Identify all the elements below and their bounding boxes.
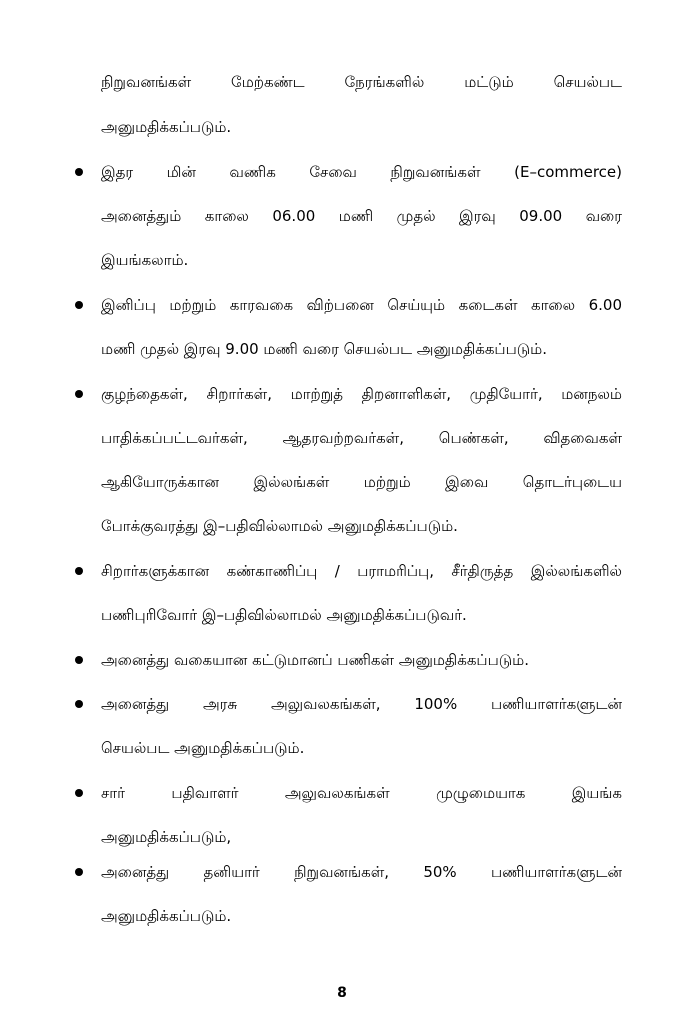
bullet-line: செயல்பட அனுமதிக்கப்படும். — [101, 739, 305, 757]
bullet-icon — [75, 656, 83, 664]
paragraph-line: நிறுவனங்கள் மேற்கண்ட நேரங்களில் மட்டும் செயல்பட — [101, 73, 622, 91]
bullet-line: அனுமதிக்கப்படும். — [101, 907, 232, 925]
bullet-line: பணிபுரிவோர் இ–பதிவில்லாமல் அனுமதிக்கப்படுவர். — [101, 606, 467, 624]
bullet-line: அனைத்து வகையான கட்டுமானப் பணிகள் அனுமதிக்கப்படும். — [101, 651, 529, 669]
bullet-line: பாதிக்கப்பட்டவர்கள், ஆதரவற்றவர்கள், பெண்கள், விதவைகள் — [101, 429, 622, 447]
bullet-icon — [75, 168, 83, 176]
bullet-icon — [75, 390, 83, 398]
bullet-line: குழந்தைகள், சிறார்கள், மாற்றுத் திறனாளிகள், முதியோர், மனநலம் — [101, 385, 622, 403]
bullet-icon — [75, 301, 83, 309]
bullet-line: இனிப்பு மற்றும் காரவகை விற்பனை செய்யும் கடைகள் காலை 6.00 — [101, 296, 622, 314]
bullet-line: இயங்கலாம். — [101, 251, 189, 269]
bullet-icon — [75, 700, 83, 708]
bullet-line: சார் பதிவாளர் அலுவலகங்கள் முழுமையாக இயங்க — [101, 784, 622, 802]
bullet-line: மணி முதல் இரவு 9.00 மணி வரை செயல்பட அனுமதிக்கப்படும். — [101, 340, 547, 358]
bullet-line: அனைத்தும் காலை 06.00 மணி முதல் இரவு 09.00 வரை — [101, 207, 622, 225]
bullet-line: போக்குவரத்து இ–பதிவில்லாமல் அனுமதிக்கப்படும். — [101, 517, 458, 535]
bullet-line: சிறார்களுக்கான கண்காணிப்பு / பராமரிப்பு, சீர்திருத்த இல்லங்களில் — [101, 562, 622, 580]
bullet-icon — [75, 567, 83, 575]
bullet-icon — [75, 789, 83, 797]
bullet-line: அனைத்து தனியார் நிறுவனங்கள், 50% பணியாளர்களுடன் — [101, 863, 622, 881]
paragraph-line: அனுமதிக்கப்படும். — [101, 118, 232, 136]
bullet-line: அனுமதிக்கப்படும், — [101, 828, 232, 846]
bullet-line: இதர மின் வணிக சேவை நிறுவனங்கள் (E–commerce) — [101, 163, 622, 181]
bullet-icon — [75, 868, 83, 876]
bullet-line: அனைத்து அரசு அலுவலகங்கள், 100% பணியாளர்களுடன் — [101, 695, 622, 713]
page-number: 8 — [337, 985, 347, 1001]
bullet-line: ஆகியோருக்கான இல்லங்கள் மற்றும் இவை தொடர்புடைய — [101, 473, 622, 491]
